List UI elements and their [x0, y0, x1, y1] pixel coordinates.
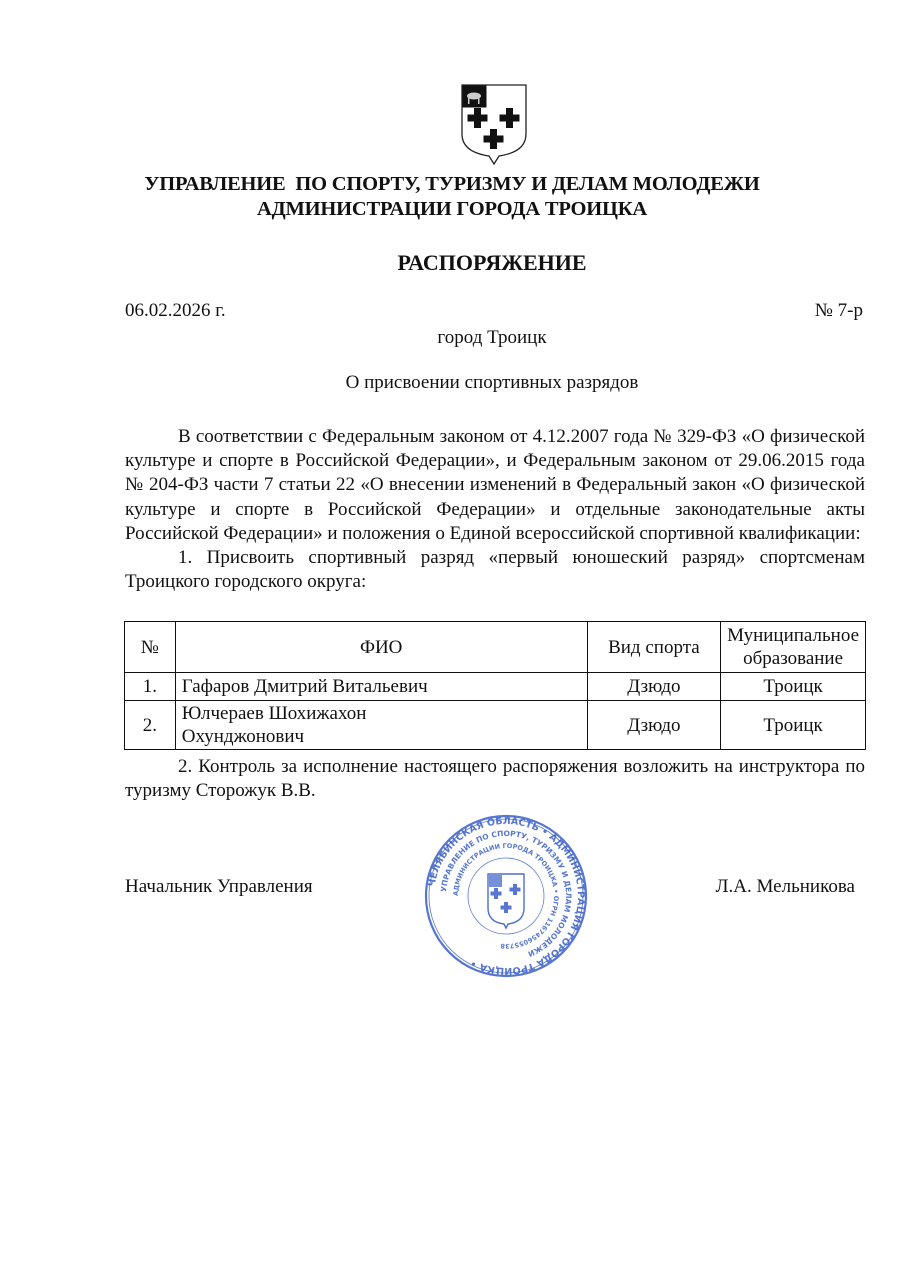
point-2-section: [125, 755, 865, 803]
row-number: 1.: [125, 673, 176, 701]
organization-header: [100, 172, 804, 222]
athlete-municipality: Троицк: [721, 673, 866, 701]
col-header-name: ФИО: [175, 622, 587, 673]
athlete-municipality: Троицк: [721, 701, 866, 750]
document-meta: [125, 300, 863, 322]
point-1-paragraph: 1. Присвоить спортивный разряд «первый юношеский разряд» спортсменам Троицкого городского округа:: [125, 547, 865, 593]
table-header-row: [125, 622, 866, 673]
table-row: [125, 673, 866, 701]
org-name-line1: УПРАВЛЕНИЕ ПО СПОРТУ, ТУРИЗМУ И ДЕЛАМ МОЛОДЕЖИ: [144, 173, 760, 195]
athlete-sport: Дзюдо: [587, 673, 721, 701]
athlete-name: Юлчераев Шохижахон Охунджонович: [175, 701, 587, 750]
col-header-municipality: Муниципальное образование: [721, 622, 866, 673]
table-row: [125, 701, 866, 750]
official-stamp-icon: [422, 812, 590, 980]
point-2-paragraph: 2. Контроль за исполнение настоящего распоряжения возложить на инструктора по туризму Сторожук В.В.: [125, 756, 865, 802]
signatory-name: Л.А. Мельникова: [715, 876, 855, 897]
coat-of-arms-icon: [459, 82, 529, 165]
org-name-line2: АДМИНИСТРАЦИИ ГОРОДА ТРОИЦКА: [256, 198, 648, 220]
athletes-table: [124, 621, 866, 750]
athlete-sport: Дзюдо: [587, 701, 721, 750]
col-header-sport: Вид спорта: [587, 622, 721, 673]
svg-text:УПРАВЛЕНИЕ ПО СПОРТУ, ТУРИЗМУ: УПРАВЛЕНИЕ ПО СПОРТУ, ТУРИЗМУ И ДЕЛАМ МОЛОДЕЖИ: [439, 828, 574, 959]
document-date: 06.02.2026 г.: [125, 300, 226, 321]
document-number: № 7-р: [814, 300, 863, 321]
signatory-position: Начальник Управления: [125, 876, 313, 897]
document-body: [125, 425, 865, 594]
document-type: РАСПОРЯЖЕНИЕ: [397, 250, 587, 275]
preamble-paragraph: В соответствии с Федеральным законом от 4.12.2007 года № 329-ФЗ «О физической культуре и спорте в Российской Федерации», и Федеральным законом от 29.06.2015 года № 204-ФЗ части 7 статьи 22 «О внесении изменений в Федеральный закон «О физической культуре и спорте в Российской Федерации» и отдельные законодательные акты Российской Федерации» и положения о Единой всероссийской спортивной квалификации:: [125, 426, 865, 544]
col-header-number: №: [125, 622, 176, 673]
row-number: 2.: [125, 701, 176, 750]
svg-text:ЧЕЛЯБИНСКАЯ ОБЛАСТЬ • АДМИНИСТ: ЧЕЛЯБИНСКАЯ ОБЛАСТЬ • АДМИНИСТРАЦИЯ ГОРОДА ТРОИЦКА •: [426, 815, 587, 977]
athlete-name: Гафаров Дмитрий Витальевич: [175, 673, 587, 701]
svg-text:АДМИНИСТРАЦИИ ГОРОДА ТРОИЦКА •: АДМИНИСТРАЦИИ ГОРОДА ТРОИЦКА • ОГРН 1167456055738: [451, 841, 561, 951]
document-subject: О присвоении спортивных разрядов: [345, 372, 639, 393]
document-city: город Троицк: [437, 327, 547, 348]
